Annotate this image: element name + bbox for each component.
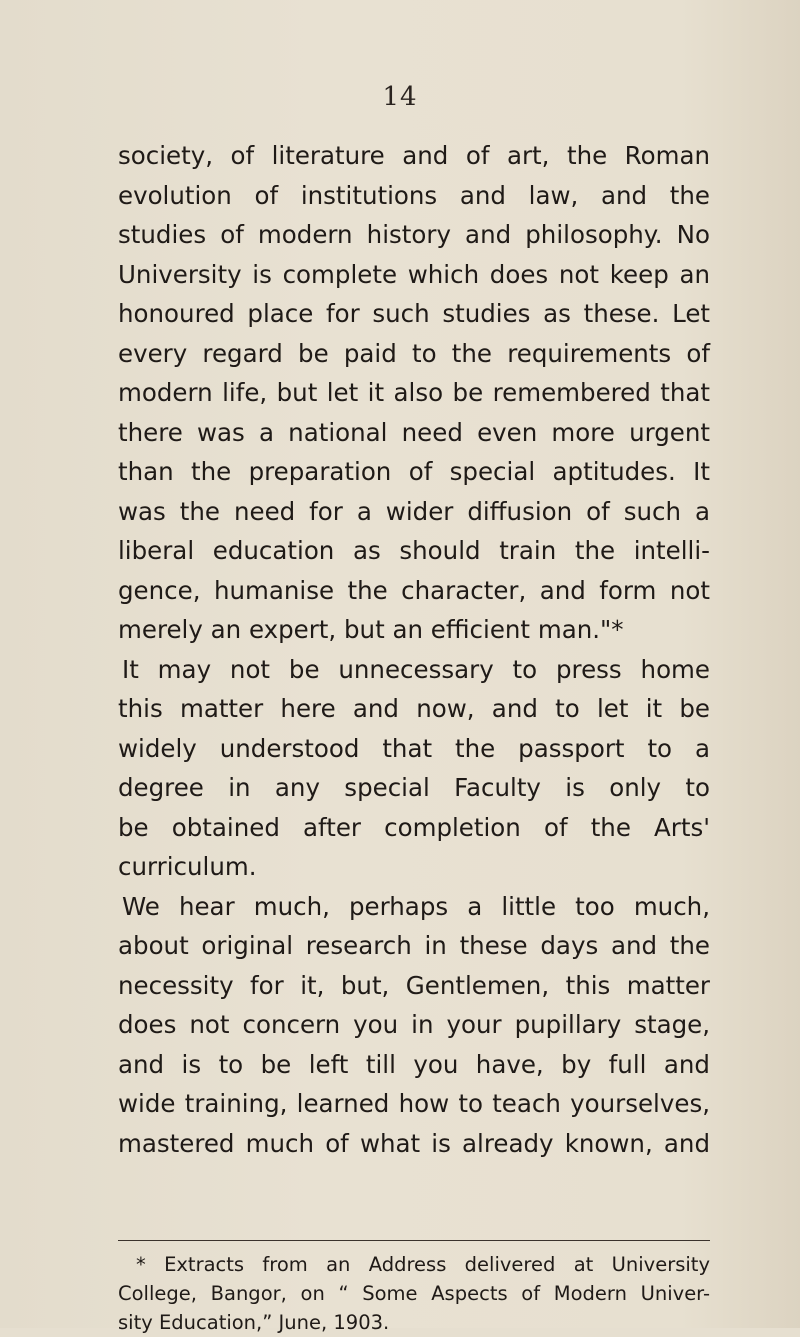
body-line: evolution of institutions and law, and the xyxy=(118,180,710,210)
footnote-line: sity Education,” June, 1903. xyxy=(118,1311,390,1334)
page-number: 14 xyxy=(382,82,418,112)
body-line: about original research in these days and the xyxy=(118,931,710,960)
body-line: studies of modern history and philosophy. No xyxy=(118,220,710,249)
footnote-divider xyxy=(118,1240,710,1241)
body-line: gence, humanise the character, and form not xyxy=(118,575,710,605)
body-line: curriculum. xyxy=(118,852,257,881)
body-line: was the need for a wider diffusion of such a xyxy=(118,496,710,526)
body-text xyxy=(118,136,710,1163)
body-line: University is complete which does not keep an xyxy=(118,259,710,289)
footnote xyxy=(118,1250,710,1337)
body-line: modern life, but let it also be remembered that xyxy=(118,378,710,407)
body-line: every regard be paid to the requirements of xyxy=(118,338,710,368)
body-line: this matter here and now, and to let it be xyxy=(118,694,710,723)
body-line: does not concern you in your pupillary stage, xyxy=(118,1010,710,1039)
footnote-line: College, Bangor, on “ Some Aspects of Modern Univer- xyxy=(118,1282,710,1305)
body-line: merely an expert, but an efficient man."* xyxy=(118,615,624,644)
body-line: there was a national need even more urgent xyxy=(118,417,710,447)
footnote-line: * Extracts from an Address delivered at University xyxy=(136,1253,710,1276)
body-line: be obtained after completion of the Arts' xyxy=(118,812,710,842)
body-line: mastered much of what is already known, and xyxy=(118,1128,710,1158)
body-line: widely understood that the passport to a xyxy=(118,733,710,763)
body-line: It may not be unnecessary to press home xyxy=(122,654,710,684)
body-line: necessity for it, but, Gentlemen, this matter xyxy=(118,970,710,1000)
body-line: and is to be left till you have, by full and xyxy=(118,1049,710,1079)
body-line: wide training, learned how to teach yourselves, xyxy=(118,1089,710,1118)
body-line: than the preparation of special aptitudes. It xyxy=(118,457,710,486)
body-line: society, of literature and of art, the Roman xyxy=(118,141,710,170)
body-line: honoured place for such studies as these. Let xyxy=(118,299,710,328)
body-line: We hear much, perhaps a little too much, xyxy=(122,891,710,921)
body-line: liberal education as should train the intelli- xyxy=(118,536,710,565)
body-line: degree in any special Faculty is only to xyxy=(118,773,710,802)
